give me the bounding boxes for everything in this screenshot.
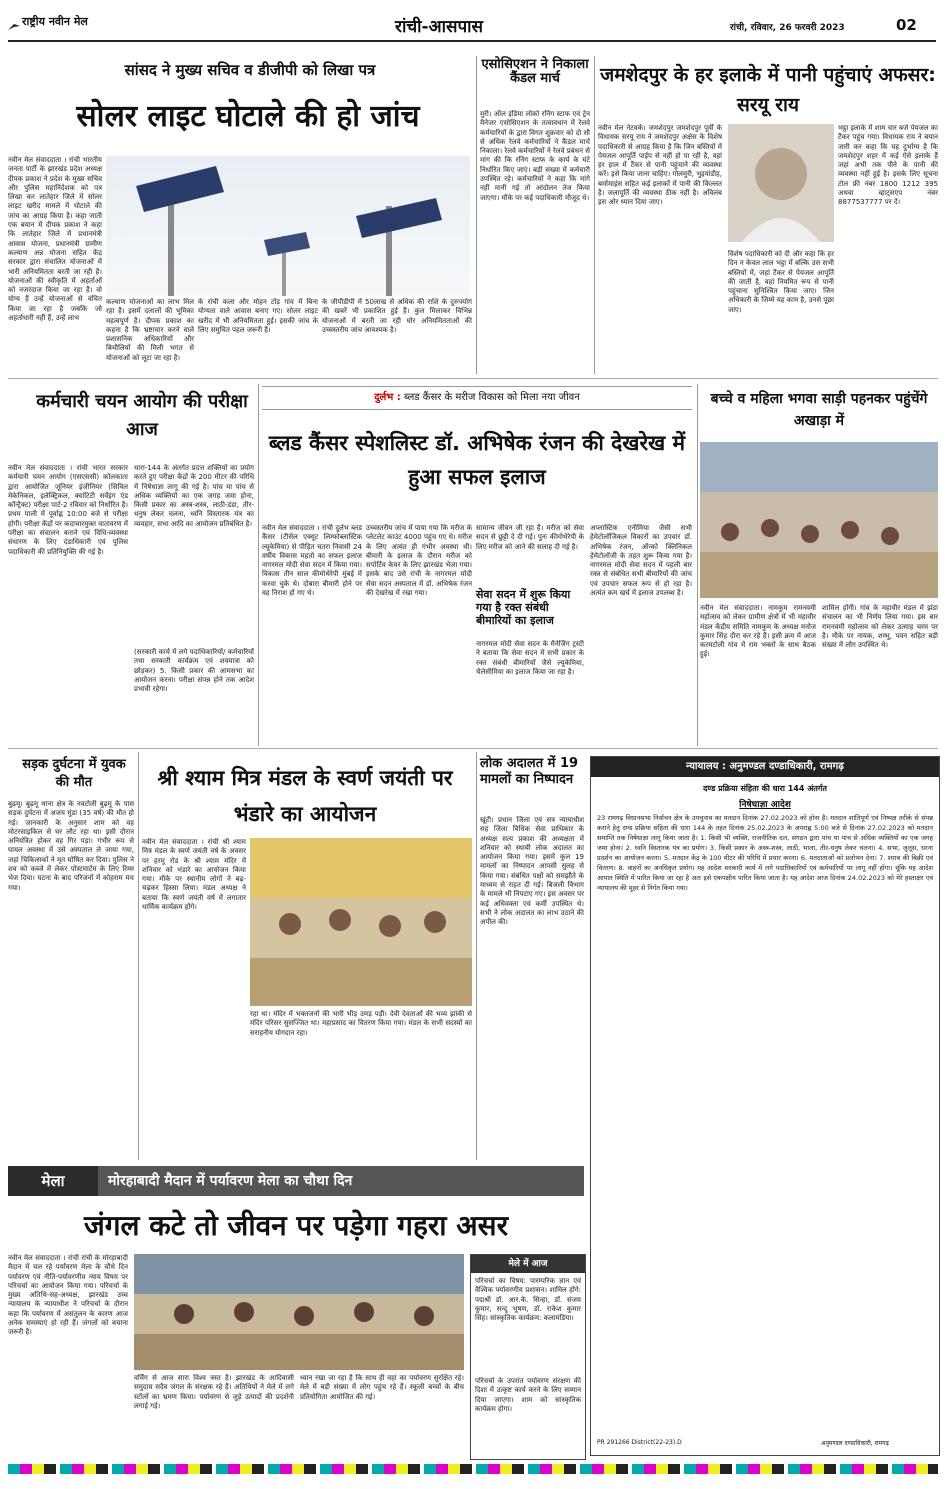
cancer-kicker: ब्लड कैंसर के मरीज विकास को मिला नया जीवन [404, 392, 580, 403]
candle-body: मुरी। ऑल इंडिया लोको रनिंग स्टाफ एवं ट्रेन मैनेजर एसोसिएशन के तत्वावधान में रेलवे कर्मचारियों के द्वारा विगत शुक्रवार को दो सौ से अधिक रेलवे कर्मचारियों ने कैंडल मार्च निकाला। रेलवे कर्मचारियों ने रेलवे प्रबंधन से मांग की कि रनिंग स्टाफ के कार्य के घंटे निर्धारित किए जाएं। बड़ी संख्या में कर्मचारी उपस्थित रहे। कर्मचारियों ने कहा कि मांगे नहीं मानी गई तो आंदोलन तेज किया जाएगा। मौके पर कई पदाधिकारी मौजूद थे। [480, 110, 590, 202]
notice-body: 23 रामगढ़ विधानसभा निर्वाचन क्षेत्र के उपचुनाव का मतदान दिनांक 27.02.2023 को होना है। मतदान शांतिपूर्ण एवं निष्पक्ष तरीके से संपन्न कराने हेतु दण्ड प्रक्रिया संहिता की धारा 144 के तहत दिनांक 25.02.2023 के अपराह्न 5:00 बजे से दिनांक 27.02.2023 को मतदान समाप्ति तक निषेधाज्ञा लागू किया जाता है। 1. किसी भी व्यक्ति, राजनीतिक दल, संगठन द्वारा पांच या पांच से अधिक व्यक्तियों का एक जगह जमा होना। 2. ध्वनि विस्तारक यंत्र का प्रयोग। 3. किसी प्रकार के अस्त्र-शस्त्र, लाठी, भाला, तीर-धनुष लेकर चलना। 4. सभा, जुलूस, धरना प्रदर्शन का आयोजन करना। 5. मतदान केंद्र के 100 मीटर की परिधि में प्रचार करना। 6. मतदाताओं को प्रलोभन देना। 7. शराब की बिक्री एवं वितरण। 8. वाहनों का अनधिकृत प्रयोग। यह आदेश सरकारी कार्य में लगे पदाधिकारियों एवं कर्मचारियों पर लागू नहीं होगा। चूंकि यह आदेश आपात स्थिति में पारित किया जा रहा है अतः इसे एकपक्षीय पारित किया जाता है। यह आदेश आज दिनांक 24.02.2023 को मेरे हस्ताक्षर एवं न्यायालय की मुहर से निर्गत किया गया। [597, 814, 933, 892]
shyam-col-1: नवीन मेल संवाददाता । रांची श्री श्याम मित्र मंडल के स्वर्ण जयंती वर्ष के अवसर पर हरमू रोड के श्री श्याम मंदिर में शनिवार को भंडारे का आयोजन किया गया। मौके पर स्थानीय लोगों ने बढ़-चढ़कर हिस्सा लिया। मंडल अध्यक्ष ने बताया कि स्वर्ण जयंती वर्ष में लगातार धार्मिक कार्यक्रम होंगे। [142, 838, 246, 912]
jamshedpur-headline: जमशेदपुर के हर इलाके में पानी पहुंचाएं अफसर: सरयू राय [600, 64, 936, 116]
shyam-headline: श्री श्याम मित्र मंडल के स्वर्ण जयंती पर भंडारे का आयोजन [157, 766, 453, 826]
cancer-col-1: नवीन मेल संवाददाता । रांची दुर्लभ ब्लड कैंसर (टीसेल एक्यूट लिम्फोब्लास्टिक ल्यूकेमिया) से पीड़ित चतरा निवासी 24 वर्षीय विकास महतो का सफल इलाज नागरमल मोदी सेवा सदन में किया गया। विकास तीन साल कीमोथेरेपी मुंबई में करवा चुके थे। दोबारा बीमारी होने पर वह निराश हो गए थे। [262, 524, 362, 598]
divider [138, 752, 139, 1160]
akhada-col-1: नवीन मेल संवाददाता। नामकुम रामनवमी महोत्सव को लेकर ग्रामीण क्षेत्रों में भी महावीर मंडल केंद्रीय समिति नामकुम के अध्यक्ष मनोज कुमार सिंह दौरा कर रहे हैं। इसी क्रम में आज करमटोली गांव में राम भक्तों के साथ बैठक हुई। [700, 604, 816, 659]
akhada-col-2: शामिल होंगी। गांव के महावीर मंडल में झंडा संचालन का भी निर्णय लिया गया। इस बार रामनवमी महोत्सव को लेकर उत्साह चरम पर है। मौके पर नायक, शम्भु, पवन सहित बड़ी संख्या में लोग उपस्थित थे। [822, 604, 938, 650]
section-divider [8, 748, 938, 749]
registration-strip [8, 1464, 938, 1474]
divider [476, 56, 477, 374]
lok-body: खूंटी। प्रधान जिला एवं सत्र न्यायाधीश सह जिला विधिक सेवा प्राधिकार के अध्यक्ष सत्य प्रकाश की अध्यक्षता में शनिवार को स्थायी लोक अदालत का आयोजन किया गया। इसमें कुल 19 मामलों का निष्पादन आपसी सुलह से किया गया। संबंधित पक्षों को समझौते के माध्यम से राहत दी गई। बिजली विभाग के मामले भी निपटाए गए। इस अवसर पर कई अधिवक्ता एवं कर्मी उपस्थित थे। सभी ने लोक अदालत का लाभ उठाने की अपील की। [480, 816, 584, 927]
mela-kicker: मोरहाबादी मैदान में पर्यावरण मेला का चौथा दिन [108, 1173, 353, 1189]
notice-footer-left: PR 291266 District(22-23).D [597, 1439, 682, 1446]
mela-banner [8, 1166, 584, 1196]
solar-headline: सोलर लाइट घोटाले की हो जांच [76, 99, 420, 134]
cancer-col-3: सामान्य जीवन जी रहा है। मरीज को सेवा सदन से छुट्टी दे दी गई। पुनः कीमोथेरेपी के लिए मरीज को आने की सलाह दी गई है। [476, 524, 584, 551]
solar-col-4: के जीपीडीपी में 50लाख से अधिक की राशि के दुरुपयोग की खबरें भी प्रकाशित हुई हैं। कुल मिलाकर विभिन्न योजनाओं में बरती जा रही घोर अनियमितताओं की उच्चस्तरीय जांच आवश्यक है। [322, 298, 472, 334]
cancer-kicker-bar [262, 386, 692, 410]
shyam-col-2: रहा था। मंदिर में भक्तजनों की भारी भीड़ उमड़ पड़ी। देवी देवताओं की भव्य झांकी से मंदिर परिसर सुसज्जित था। महाप्रसाद का वितरण किया गया। मंडल के सभी सदस्यों का सराहनीय योगदान रहा। [250, 1010, 472, 1037]
logo-bird-icon [8, 17, 20, 25]
notice-header: न्यायालय : अनुमण्डल दण्डाधिकारी, रामगढ़ [591, 757, 939, 777]
divider [697, 384, 698, 746]
jamshedpur-col-3: भट्ठा इलाके में शाम चार बजे पेयजल का टैंकर पहुंच गया। विधायक राय ने बयान जारी कर कहा कि यह दुर्भाग्य है कि जमशेदपुर शहर में कई ऐसे इलाके हैं जहां अभी तक पीने के पानी की व्यवस्था नहीं हुई है। इसके लिए सूचना टोल फ्री नंबर 1800 1212 395 अथवा व्हाट्सएप नंबर 8877537777 पर दें। [838, 124, 938, 207]
akhada-meeting-photo [700, 442, 938, 598]
solar-street-light-photo [106, 156, 470, 296]
divider [258, 384, 259, 746]
mela-col-1: नवीन मेल संवाददाता । रांची रांची के मोरहाबादी मैदान में चल रहे पर्यावरण मेला के चौथे दिन पर्यावरण एवं नीति-पर्यावरणीय न्याय विषय पर परिचर्चा का आयोजन किया गया। परिचर्चा के मुख्य अतिथि-सह-अध्यक्ष, झारखंड उच्च न्यायालय के न्यायाधीश ने परिचर्चा के दौरान कहा कि पर्यावरण में असंतुलन के कारण आज अनेक समस्याएं हो रही हैं। जंगलों को बचाना जरूरी है। [8, 1254, 128, 1337]
solar-col-3: के रांची कला और मोहन टोंड़ गांव में बिना योग्यता वाले आवास बनाए गए। सोलर लाइट खरीद में भी अनियमितता हुई। इसकी जांच के लिए समुचित पहल जरूरी है। [198, 298, 318, 334]
mela-event-photo [134, 1254, 464, 1370]
mela-aaj-title: मेले में आज [471, 1255, 585, 1273]
cancer-subhead: सेवा सदन में शुरू किया गया है रक्त संबंधी बीमारियों का इलाज [476, 588, 571, 627]
jamshedpur-col-1: नवीन मेल नेटवर्क। जमशेदपुर जमशेदपुर पूर्वी के विधायक सरयू राय ने जमशेदपुर अक्षेस के विशेष पदाधिकारी से आग्रह किया है कि जिन बस्तियों में पेयजल आपूर्ति पाईप से नहीं हो पा रही है, वहां हर हाल में टैंकर से पानी पहुंचाने की व्यवस्था करें। इसे किया जाना चाहिए। गोलमुरी, भुइयांडीह, बर्मामाइंस सहित कई इलाकों में पानी की किल्लत है। जलापूर्ति की व्यवस्था ठीक नहीं है। अविलंब इस ओर ध्यान दिया जाए। [598, 124, 722, 207]
exam-headline: कर्मचारी चयन आयोग की परीक्षा आज [36, 391, 248, 440]
mela-col-2: वर्मिंग से आज सारा विश्व त्रस्त है। झारखंड के आदिवासी समुदाय सदैव जंगल के संरक्षक रहे हैं। अतिथियों ने मेले में लगे स्टॉलों का भ्रमण किया। पर्यावरण से जुड़े उत्पादों की प्रदर्शनी लगाई गई। [134, 1374, 294, 1410]
cancer-kicker-label: दुर्लभ : [374, 392, 401, 403]
solar-col-1: नवीन मेल संवाददाता । रांची भारतीय जनता पार्टी के झारखंड प्रदेश अध्यक्ष दीपक प्रकाश ने प्रदेश के मुख्य सचिव और पुलिस महानिदेशक को पत्र लिखा कर लातेहार जिले में सोलर लाइट खरीद मामले में घोटाले की जांच का आग्रह किया है। कहा जाती एक बयान में दीपक प्रकाश ने कहा कि लातेहार जिले में प्रधानमंत्री आवास योजना, प्रधानमंत्री ग्रामीण कल्याण अन्न योजना सहित केंद्र सरकार द्वारा संचालित योजनाओं में भारी अनियमितता बरती जा रही है। योजनाओं की स्वीकृति में अहर्ताओं को नजरंदाज किया जा रहा है। वो योग्य हैं उन्हें योजनाओं से वंचित किया जा रहा है जबकि जो अहर्ताधारी नहीं हैं, उन्हें लाभ [8, 156, 102, 323]
masthead-divider [8, 40, 936, 42]
mela-headline: जंगल कटे तो जीवन पर पड़ेगा गहरा असर [83, 1209, 509, 1242]
cancer-col-3b: नागरमल मोदी सेवा सदन के मैनेजिंग ट्रस्टी ने बताया कि सेवा सदन में सभी प्रकार के रक्त संबंधी बीमारियों जैसे ल्यूकेमिया, थैलेसीमिया का इलाज किया जा रहा है। [476, 640, 584, 676]
solar-col-2: कल्याण योजनाओं का लाभ मिल रहा है। इसमें दलालों की भूमिका महत्वपूर्ण है। दीपक प्रकाश का कहना है कि भ्रष्टाचार करने वाले प्रशासनिक अधिकारियों और बिचौलियों की मिली भगत से योजनाओं को लूटा जा रहा है। [106, 298, 194, 362]
cancer-col-4: अप्लास्टिक एनीमिया जैसी सभी हेमेटोलॉजिकल विकारों का उपचार डॉ. अभिषेक रंजन, ऑन्को क्लिनिकल हेमेटोलॉजी के तहत शुरू किया गया है। नागरमल मोदी सेवा सदन में पहली बार रक्त से संबंधित सभी बीमारियों की जांच एवं उपचार सफल रूप से हो रहा है। अत्यंत कम खर्च में इलाज उपलब्ध है। [590, 524, 692, 598]
court-notice [590, 756, 940, 1456]
mela-tag: मेला [8, 1166, 98, 1196]
cancer-col-2: उच्चस्तरीय जांच में पाया गया कि मरीज के प्लेटलेट काउंट 4000 पहुंच गए थे। मरीज के लिए अत्यंत ही गंभीर अवस्था थी। बीमारी के इलाज के दौरान मरीज को सपोर्टिव केयर के लिए झारखंड भेजा गया। इसके बाद उसे रांची के नागरमल मोदी सेवा सदन अस्पताल में डॉ. अभिषेक रंजन की देखरेख में रखा गया। [366, 524, 472, 598]
dateline: रांची, रविवार, 26 फरवरी 2023 [730, 23, 845, 33]
lok-headline: लोक अदालत में 19 मामलों का निष्पादन [480, 756, 579, 787]
exam-col-2: धारा-144 के अंतर्गत प्रदत्त शक्तियों का प्रयोग करते हुए परीक्षा केंद्रों के 200 मीटर की परिधि में निषेधाज्ञा लागू की गई है। पांच या पांच से अधिक व्यक्तियों का एक जगह जमा होना, किसी प्रकार का अस्त्र-शस्त्र, लाठी-डंडा, तीर-धनुष लेकर चलना, ध्वनि विस्तारक यंत्र का व्यवहार, सभा आदि का आयोजन प्रतिबंधित है। [134, 464, 254, 528]
akhada-headline: बच्चे व महिला भगवा साड़ी पहनकर पहुंचेंगे अखाड़ा में [710, 391, 928, 429]
mela-col-3: ध्यान रखा जा रहा है कि साथ ही वहां का पर्यावरण सुरक्षित रहे। मेले में बड़ी संख्या में लोग पहुंच रहे हैं। स्कूली बच्चों के बीच प्रतियोगिता आयोजित की गई। [300, 1374, 464, 1401]
accident-body: बुढ़मू। बुढ़मू थाना क्षेत्र के नवटोली बुढ़मू के पास सड़क दुर्घटना में अजय मुंडा (35 वर्ष) की मौत हो गई। जानकारी के अनुसार शाम को वह मोटरसाइकिल से घर लौट रहा था। इसी दौरान अनियंत्रित होकर वह गिर पड़ा। गंभीर रूप से घायल अवस्था में उसे अस्पताल ले जाया गया, जहां चिकित्सकों ने मृत घोषित कर दिया। पुलिस ने शव को कब्जे में लेकर पोस्टमार्टम के लिए रिम्स भेज दिया। घटना के बाद परिजनों में कोहराम मच गया। [8, 800, 134, 892]
candle-headline: एसोसिएशन ने निकाला कैंडल मार्च [481, 57, 589, 86]
mela-aaj-body-2: परिचर्चा के उपरांत पर्यावरण संरक्षण की दिशा में उत्कृष्ट कार्य करने के लिए सम्मान दिया जाएगा। शाम को सांस्कृतिक कार्यक्रम होगा। [475, 1377, 581, 1413]
exam-col-3: (सरकारी कार्य में लगे पदाधिकारियों/ कर्मचारियों तथा सरकारी कार्यक्रम एवं शवयात्रा को छोड़कर) 5. किसी प्रकार की आमसभा का आयोजन करना। परीक्षा संपन्न होने तक आदेश प्रभावी रहेगा। [134, 648, 254, 694]
notice-title: दण्ड प्रक्रिया संहिता की धारा 144 अंतर्गत [703, 784, 827, 793]
mela-aaj-body: परिचर्चा का विषय: पारम्परिक ज्ञान एवं वैश्विक पर्यावरणीय प्रशासन। शामिल होंगे: पद्मश्री डॉ. आर.के. सिन्हा, डॉ. संजय कुमार, सन्दू भूषण, डॉ. राकेश कुमार सिंह। सांस्कृतिक कार्यक्रम: कलामंडिया। [475, 1277, 581, 1323]
accident-headline: सड़क दुर्घटना में युवक की मौत [22, 757, 126, 790]
mela-aaj-box [470, 1254, 586, 1460]
cancer-headline: ब्लड कैंसर स्पेशलिस्ट डॉ. अभिषेक रंजन की देखरेख में हुआ सफल इलाज [268, 431, 686, 489]
page-number: 02 [896, 16, 917, 34]
masthead [0, 0, 945, 46]
exam-col-1: नवीन मेल संवाददाता । रांची भारत सरकार कर्मचारी चयन आयोग (एसएससी) कोलकाता द्वारा आयोजित जूनियर इंजीनियर (सिविल मेकेनिकल, इलेक्ट्रिकल, क्वांटिटी सर्वेइंग एंड कॉन्ट्रैक्ट) परीक्षा पार्ट-2 रविवार को निर्धारित है। प्रथम पाली में पूर्वाह्न 10:00 बजे से परीक्षा होगी। परीक्षा केंद्रों पर कदाचारमुक्त वातावरण में परीक्षा का संचालन कराने एवं विधि-व्यवस्था संधारण के लिए दंडाधिकारी एवं पुलिस पदाधिकारी की प्रतिनियुक्ति की गई है। [8, 464, 128, 556]
solar-kicker: सांसद ने मुख्य सचिव व डीजीपी को लिखा पत्र [124, 61, 376, 79]
section-divider [8, 378, 938, 379]
notice-subtitle: निषेधाज्ञा आदेश [739, 800, 791, 810]
paper-name: राष्ट्रीय नवीन मेल [22, 15, 88, 28]
saryu-rai-photo [728, 124, 834, 242]
section-title: रांची-आसपास [395, 17, 484, 37]
jamshedpur-col-2: विशेष पदाधिकारी को दी और कहा कि हर दिन न केवल लाल भट्ठा में बल्कि उस सभी बस्तियों में, जहां टैंकर से पेयजल आपूर्ति की जाती है, वहां नियमित रूप से पानी पहुंचाना सुनिश्चित किया जाए। जिन अधिकारी के जिम्मे यह काम है, उनसे पूछा जाए। [728, 250, 834, 314]
shyam-bhandara-photo [250, 838, 472, 1006]
notice-footer-right: अनुमण्डल दण्डाधिकारी, रामगढ़ [821, 1440, 889, 1447]
divider [594, 56, 595, 374]
divider [476, 752, 477, 1160]
